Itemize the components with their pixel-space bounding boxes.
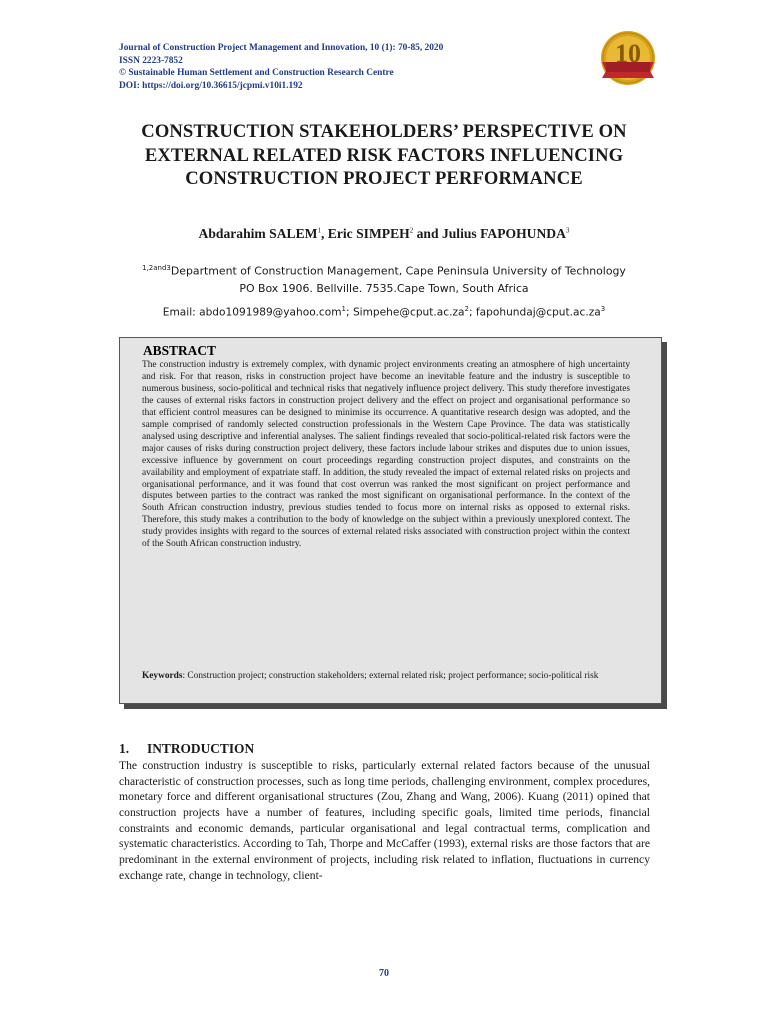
email-label: Email: <box>162 306 200 319</box>
paper-title: CONSTRUCTION STAKEHOLDERS’ PERSPECTIVE ON EXTERNAL RELATED RISK FACTORS INFLUENCING CONSTRUCTION PROJECT PERFORMANCE <box>141 121 627 189</box>
email-address[interactable]: abdo1091989@yahoo.com <box>199 306 342 319</box>
email-superscript: 2 <box>464 305 469 313</box>
affiliation <box>100 260 668 297</box>
author-separator: and <box>413 226 442 241</box>
author-separator: , <box>321 226 328 241</box>
email-address[interactable]: Simpehe@cput.ac.za <box>352 306 465 319</box>
journal-copyright: © Sustainable Human Settlement and Construction Research Centre <box>119 68 394 79</box>
badge-text: 10 <box>615 39 641 68</box>
abstract-heading: ABSTRACT <box>143 343 216 358</box>
author-list <box>100 226 668 242</box>
email-superscript: 1 <box>341 305 346 313</box>
author-superscript: 1 <box>317 226 321 235</box>
keywords-text: : Construction project; construction stakeholders; external related risk; project performance; socio-political risk <box>182 671 599 681</box>
section-title: INTRODUCTION <box>147 741 255 756</box>
journal-header <box>119 42 579 92</box>
author-superscript: 3 <box>565 226 570 235</box>
email-separator: ; <box>468 306 476 319</box>
journal-citation: Journal of Construction Project Management and Innovation, 10 (1): 70-85, 2020 <box>119 43 444 53</box>
author-name: Abdarahim SALEM <box>198 226 318 241</box>
anniversary-badge-icon <box>596 28 660 92</box>
introduction-body: The construction industry is susceptible to risks, particularly external related factors because of the unusual characteristic of construction processes, such as long time periods, challenging environment, complex procedures, monetary force and different organisational structures (Zou, Zhang and Wang, 2006). Kuang (2011) opined that construction projects have a number of features, including specific goals, limited time periods, financial constraints and economic demands, particular organisational and legal contractual terms, complication and systematic characteristics. According to Tah, Thorpe and McCaffer (1993), external risks are those factors that are predominant in the external environment of projects, including risk related to inflation, fluctuations in currency exchange rate, change in technology, client- <box>119 759 650 882</box>
keywords <box>142 671 630 683</box>
author-superscript: 2 <box>409 226 414 235</box>
email-separator: ; <box>346 306 353 319</box>
author-name: Julius FAPOHUNDA <box>441 226 566 241</box>
email-address[interactable]: fapohundaj@cput.ac.za <box>475 306 601 319</box>
section-number: 1. <box>119 741 130 756</box>
abstract-body: The construction industry is extremely complex, with dynamic project environments creating an atmosphere of high uncertainty and risk. For that reason, risks in construction project have become an inevitable feature and the industry is susceptible to numerous business, socio-political and technical risks that negatively influence project delivery. This study therefore investigates the causes of external risks factors in construction project delivery and the effect on project and organisational performance so that efficient control measures can be designed to minimise its occurrence. A quantitative research design was adopted, and the sample comprised of randomly selected construction professionals in the Western Cape Province. The data was statistically analysed using descriptive and inferential analyses. The salient findings revealed that socio-political-related risk factors were the major causes of risks during construction project delivery, these factors include labour strikes and disputes due to union issues, excessive influence by government on court proceedings regarding construction project disputes, and constraints on the availability and employment of expatriate staff. In addition, the study revealed the impact of external related risks on projects and organisational performance, and it was found that cost overrun was ranked the most significant on project performance and disputes between parties to the contract was ranked the most significant on organisational performance. In the context of the South African construction industry, previous studies tended to focus more on internal risks as opposed to external risks. Therefore, this study makes a contribution to the body of knowledge on the subject within a previously unexplored context. The study provides insights with regard to the sources of external related risks associated with construction project within the context of the South African construction industry. <box>142 360 630 550</box>
affiliation-line-1: Department of Construction Management, Cape Peninsula University of Technology <box>170 264 626 278</box>
email-superscript: 3 <box>600 305 606 313</box>
keywords-label: Keywords <box>142 671 183 681</box>
journal-issn: ISSN 2223-7852 <box>119 55 183 66</box>
section-heading-introduction <box>119 741 254 757</box>
affiliation-line-2: PO Box 1906. Bellville. 7535.Cape Town, South Africa <box>239 281 529 295</box>
page-number: 70 <box>379 968 389 979</box>
author-name: Eric SIMPEH <box>327 226 410 241</box>
abstract-box <box>119 337 662 704</box>
email-line <box>100 305 668 319</box>
affiliation-superscript: 1,2and3 <box>142 264 171 272</box>
journal-doi[interactable]: DOI: https://doi.org/10.36615/jcpmi.v10i1.192 <box>119 80 303 91</box>
